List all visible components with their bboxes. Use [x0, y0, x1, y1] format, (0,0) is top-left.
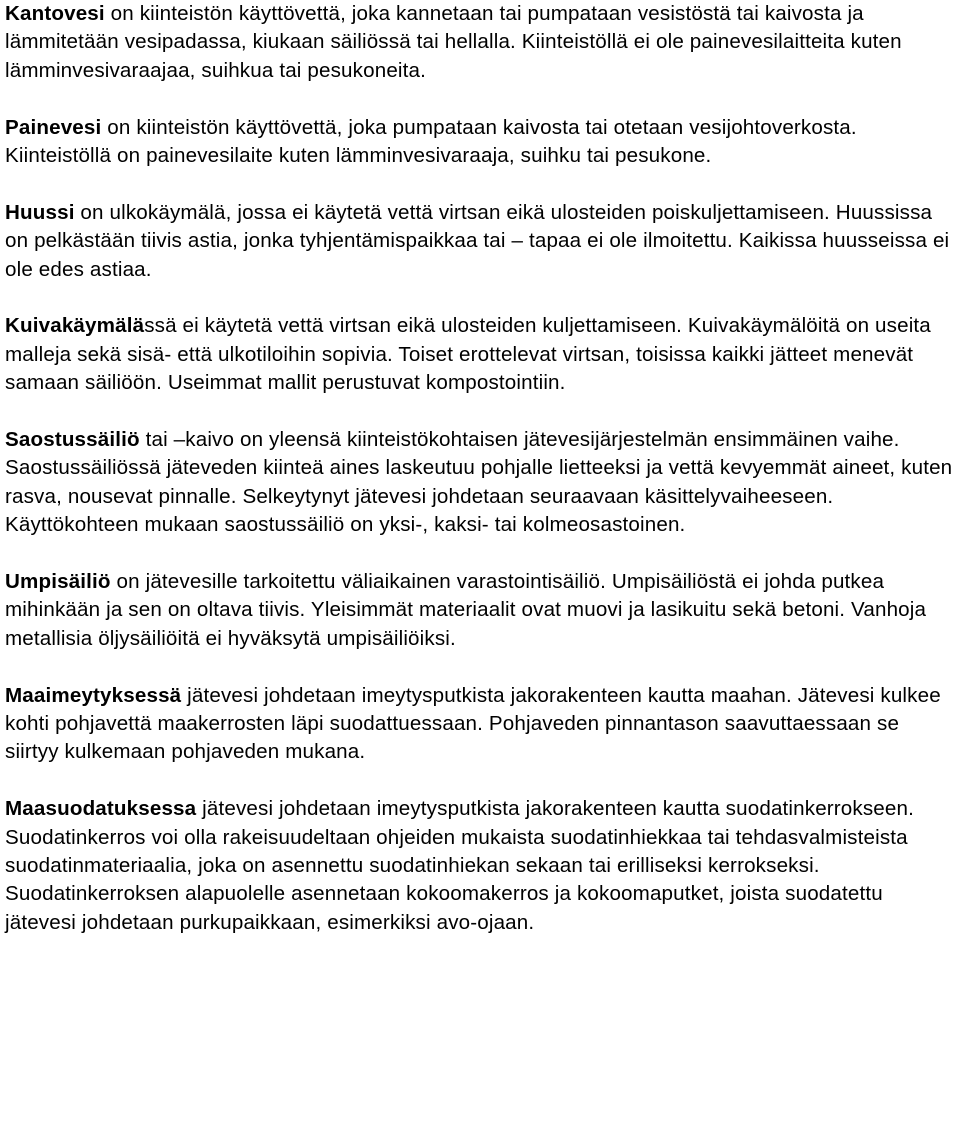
term-maaimeytys: Maaimeytyksessä	[5, 683, 182, 707]
definition-kantovesi: on kiinteistön käyttövettä, joka kannetaan tai pumpataan vesistöstä tai kaivosta ja lämmitetään vesipadassa, kiukaan säiliössä tai hellalla. Kiinteistöllä ei ole painevesilaitteita kuten lämminvesivaraajaa, suihkua tai pesukoneita.	[5, 2, 902, 82]
term-kuivakaymala: Kuivakäymälä	[5, 314, 145, 338]
definition-saostussailio: tai –kaivo on yleensä kiinteistökohtaisen jätevesijärjestelmän ensimmäinen vaihe. Saostussäiliössä jäteveden kiinteä aines laskeutuu pohjalle lietteeksi ja vettä kevyemmät aineet, kuten rasva, nousevat pinnalle. Selkeytynyt jätevesi johdetaan seuraavaan käsittelyvaiheeseen. Käyttökohteen mukaan saostussäiliö on yksi-, kaksi- tai kolmeosastoinen.	[5, 428, 953, 537]
paragraph-umpisailio	[5, 568, 955, 653]
term-huussi: Huussi	[5, 200, 75, 224]
definition-kuivakaymala: ssä ei käytetä vettä virtsan eikä ulosteiden kuljettamiseen. Kuivakäymälöitä on useita malleja sekä sisä- että ulkotiloihin sopivia. Toiset erottelevat virtsan, toisissa kaikki jätteet menevät samaan säiliöön. Useimmat mallit perustuvat kompostointiin.	[5, 314, 931, 395]
paragraph-kantovesi	[5, 0, 955, 85]
definition-maaimeytys: jätevesi johdetaan imeytysputkista jakorakenteen kautta maahan. Jätevesi kulkee kohti pohjavettä maakerrosten läpi suodattuessaan. Pohjaveden pinnantason saavuttaessaan se siirtyy kulkemaan pohjaveden mukana.	[5, 683, 941, 764]
paragraph-kuivakaymala	[5, 312, 955, 397]
term-painevesi: Painevesi	[5, 115, 102, 139]
term-kantovesi: Kantovesi	[5, 2, 105, 25]
term-saostussailio: Saostussäiliö	[5, 428, 140, 452]
paragraph-maaimeytys	[5, 682, 955, 767]
term-maasuodatus: Maasuodatuksessa	[5, 797, 197, 821]
paragraph-huussi	[5, 199, 955, 284]
definition-huussi: on ulkokäymälä, jossa ei käytetä vettä virtsan eikä ulosteiden poiskuljettamiseen. Huussissa on pelkästään tiivis astia, jonka tyhjentämispaikkaa tai – tapaa ei ole ilmoitettu. Kaikissa huusseissa ei ole edes astiaa.	[5, 200, 950, 281]
paragraph-maasuodatus	[5, 795, 955, 937]
definition-maasuodatus: jätevesi johdetaan imeytysputkista jakorakenteen kautta suodatinkerrokseen. Suodatinkerros voi olla rakeisuudeltaan ohjeiden mukaista suodatinhiekkaa tai tehdasvalmisteista suodatinmateriaalia, joka on asennettu suodatinhiekan sekaan tai erilliseksi kerrokseksi. Suodatinkerroksen alapuolelle asennetaan kokoomakerros ja kokoomaputket, joista suodatettu jätevesi johdetaan purkupaikkaan, esimerkiksi avo-ojaan.	[5, 797, 914, 934]
paragraph-saostussailio	[5, 426, 955, 540]
document-body	[5, 0, 955, 937]
definition-umpisailio: on jätevesille tarkoitettu väliaikainen varastointisäiliö. Umpisäiliöstä ei johda putkea mihinkään ja sen on oltava tiivis. Yleisimmät materiaalit ovat muovi ja lasikuitu sekä betoni. Vanhoja metallisia öljysäiliöitä ei hyväksytä umpisäiliöiksi.	[5, 570, 927, 650]
paragraph-painevesi	[5, 114, 955, 171]
term-umpisailio: Umpisäiliö	[5, 570, 111, 594]
definition-painevesi: on kiinteistön käyttövettä, joka pumpataan kaivosta tai otetaan vesijohtoverkosta. Kiinteistöllä on painevesilaite kuten lämminvesivaraaja, suihku tai pesukone.	[5, 115, 857, 168]
